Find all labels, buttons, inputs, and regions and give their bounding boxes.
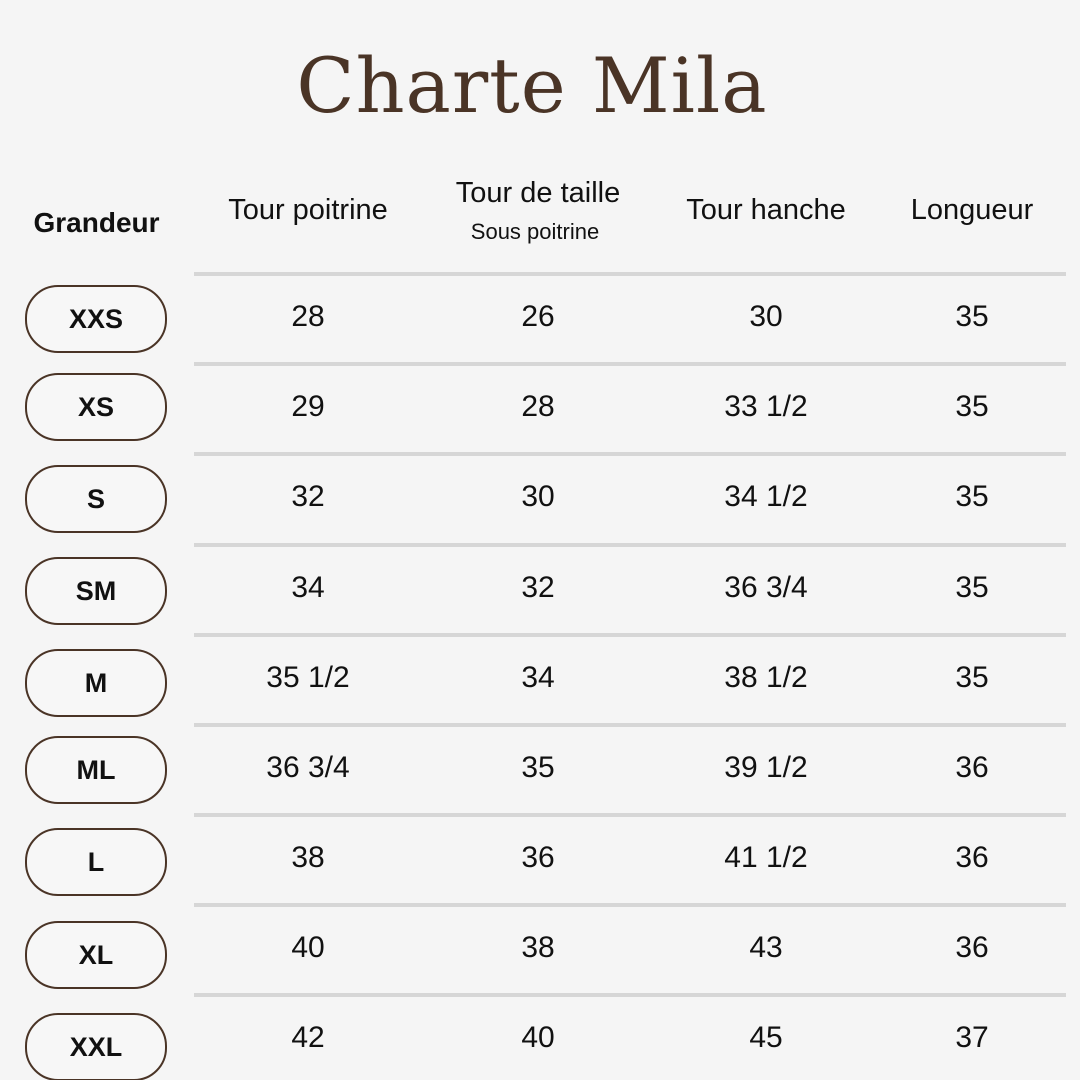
row-divider xyxy=(194,362,1066,366)
cell-waist: 35 xyxy=(521,751,555,784)
row-divider xyxy=(194,633,1066,637)
cell-chest: 38 xyxy=(291,841,325,874)
cell-length: 35 xyxy=(955,480,989,513)
cell-chest: 40 xyxy=(291,931,325,964)
cell-hip: 39 1/2 xyxy=(724,751,808,784)
cell-chest: 35 1/2 xyxy=(266,661,350,694)
header-hip: Tour hanche xyxy=(686,194,846,226)
row-divider xyxy=(194,543,1066,547)
cell-length: 35 xyxy=(955,661,989,694)
cell-length: 36 xyxy=(955,751,989,784)
table-row xyxy=(0,465,1080,555)
cell-waist: 26 xyxy=(521,300,555,333)
cell-waist: 36 xyxy=(521,841,555,874)
header-chest: Tour poitrine xyxy=(228,194,388,226)
page-title: Charte Mila xyxy=(296,41,768,130)
header-waist-sub: Sous poitrine xyxy=(470,219,600,244)
cell-length: 37 xyxy=(955,1021,989,1054)
size-pill: ML xyxy=(25,736,167,804)
cell-chest: 29 xyxy=(291,390,325,423)
cell-waist: 28 xyxy=(521,390,555,423)
size-pill: S xyxy=(25,465,167,533)
cell-chest: 36 3/4 xyxy=(266,751,350,784)
cell-hip: 43 xyxy=(749,931,783,964)
cell-hip: 33 1/2 xyxy=(724,390,808,423)
table-row xyxy=(0,1013,1080,1080)
size-pill: XL xyxy=(25,921,167,989)
cell-waist: 30 xyxy=(521,480,555,513)
row-divider xyxy=(194,993,1066,997)
cell-length: 35 xyxy=(955,390,989,423)
size-pill: XS xyxy=(25,373,167,441)
cell-chest: 42 xyxy=(291,1021,325,1054)
table-row xyxy=(0,921,1080,1011)
size-pill: SM xyxy=(25,557,167,625)
header-size: Grandeur xyxy=(33,207,160,238)
size-pill: XXL xyxy=(25,1013,167,1080)
cell-hip: 36 3/4 xyxy=(724,571,808,604)
cell-hip: 41 1/2 xyxy=(724,841,808,874)
size-pill: M xyxy=(25,649,167,717)
cell-hip: 45 xyxy=(749,1021,783,1054)
table-row xyxy=(0,373,1080,463)
cell-hip: 34 1/2 xyxy=(724,480,808,513)
cell-hip: 38 1/2 xyxy=(724,661,808,694)
row-divider xyxy=(194,452,1066,456)
size-pill: XXS xyxy=(25,285,167,353)
row-divider xyxy=(194,813,1066,817)
row-divider xyxy=(194,723,1066,727)
cell-waist: 32 xyxy=(521,571,555,604)
cell-length: 35 xyxy=(955,300,989,333)
cell-waist: 34 xyxy=(521,661,555,694)
row-divider xyxy=(194,272,1066,276)
header-length: Longueur xyxy=(910,194,1034,226)
header-waist: Tour de taille xyxy=(455,177,621,209)
cell-length: 35 xyxy=(955,571,989,604)
cell-waist: 38 xyxy=(521,931,555,964)
size-pill: L xyxy=(25,828,167,896)
cell-length: 36 xyxy=(955,931,989,964)
cell-chest: 34 xyxy=(291,571,325,604)
cell-length: 36 xyxy=(955,841,989,874)
cell-waist: 40 xyxy=(521,1021,555,1054)
cell-hip: 30 xyxy=(749,300,783,333)
row-divider xyxy=(194,903,1066,907)
cell-chest: 28 xyxy=(291,300,325,333)
cell-chest: 32 xyxy=(291,480,325,513)
